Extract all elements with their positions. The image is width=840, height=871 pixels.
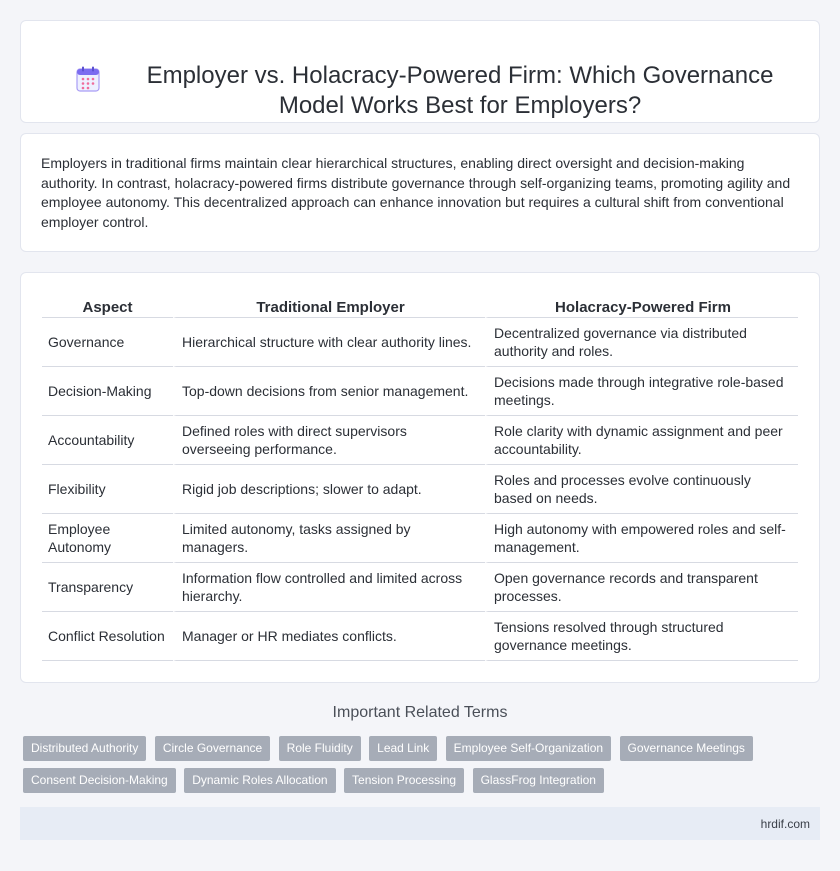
title-card xyxy=(20,20,820,123)
aspect-cell: Flexibility xyxy=(42,465,173,514)
table-row xyxy=(42,367,798,416)
aspect-cell: Accountability xyxy=(42,416,173,465)
related-terms-list xyxy=(23,736,783,800)
holacracy-cell: Open governance records and transparent processes. xyxy=(485,563,798,612)
table-header-row xyxy=(42,297,798,318)
traditional-cell: Defined roles with direct supervisors overseeing performance. xyxy=(173,416,485,465)
holacracy-cell: Role clarity with dynamic assignment and peer accountability. xyxy=(485,416,798,465)
related-term-tag[interactable]: Tension Processing xyxy=(344,768,464,793)
comparison-table xyxy=(42,297,798,661)
related-term-tag[interactable]: Circle Governance xyxy=(155,736,270,761)
traditional-cell: Rigid job descriptions; slower to adapt. xyxy=(173,465,485,514)
intro-text: Employers in traditional firms maintain clear hierarchical structures, enabling direct oversight and decision-making authority. In contrast, holacracy-powered firms distribute governance through self-organizing teams, promoting agility and employee autonomy. This decentralized approach can enhance innovation but requires a cultural shift from conventional employer control. xyxy=(41,155,791,230)
aspect-cell: Governance xyxy=(42,318,173,367)
related-term-tag[interactable]: Consent Decision-Making xyxy=(23,768,176,793)
related-term-tag[interactable]: Distributed Authority xyxy=(23,736,146,761)
header-traditional-employer: Traditional Employer xyxy=(173,297,485,318)
holacracy-cell: High autonomy with empowered roles and self-management. xyxy=(485,514,798,563)
related-terms-heading: Important Related Terms xyxy=(332,704,508,721)
header-holacracy-firm: Holacracy-Powered Firm xyxy=(485,297,798,318)
aspect-cell: Transparency xyxy=(42,563,173,612)
table-row xyxy=(42,612,798,661)
related-term-tag[interactable]: Dynamic Roles Allocation xyxy=(184,768,335,793)
related-term-tag[interactable]: Governance Meetings xyxy=(620,736,753,761)
header-aspect: Aspect xyxy=(42,297,173,318)
related-term-tag[interactable]: Lead Link xyxy=(369,736,437,761)
footer-site-link[interactable]: hrdif.com xyxy=(760,817,810,831)
comparison-card xyxy=(20,272,820,683)
holacracy-cell: Roles and processes evolve continuously based on needs. xyxy=(485,465,798,514)
related-term-tag[interactable]: Role Fluidity xyxy=(279,736,361,761)
holacracy-cell: Tensions resolved through structured governance meetings. xyxy=(485,612,798,661)
holacracy-cell: Decisions made through integrative role-based meetings. xyxy=(485,367,798,416)
table-row xyxy=(42,465,798,514)
aspect-cell: Decision-Making xyxy=(42,367,173,416)
calendar-icon xyxy=(76,66,100,92)
page-title: Employer vs. Holacracy-Powered Firm: Which Governance Model Works Best for Employers? xyxy=(146,62,774,119)
aspect-cell: Conflict Resolution xyxy=(42,612,173,661)
table-row xyxy=(42,416,798,465)
aspect-cell: Employee Autonomy xyxy=(42,514,173,563)
traditional-cell: Information flow controlled and limited across hierarchy. xyxy=(173,563,485,612)
footer xyxy=(20,807,820,840)
table-row xyxy=(42,563,798,612)
table-row xyxy=(42,318,798,367)
traditional-cell: Manager or HR mediates conflicts. xyxy=(173,612,485,661)
intro-card xyxy=(20,133,820,252)
traditional-cell: Hierarchical structure with clear authority lines. xyxy=(173,318,485,367)
related-term-tag[interactable]: Employee Self-Organization xyxy=(446,736,611,761)
table-row xyxy=(42,514,798,563)
traditional-cell: Top-down decisions from senior management. xyxy=(173,367,485,416)
holacracy-cell: Decentralized governance via distributed authority and roles. xyxy=(485,318,798,367)
traditional-cell: Limited autonomy, tasks assigned by managers. xyxy=(173,514,485,563)
related-term-tag[interactable]: GlassFrog Integration xyxy=(473,768,604,793)
